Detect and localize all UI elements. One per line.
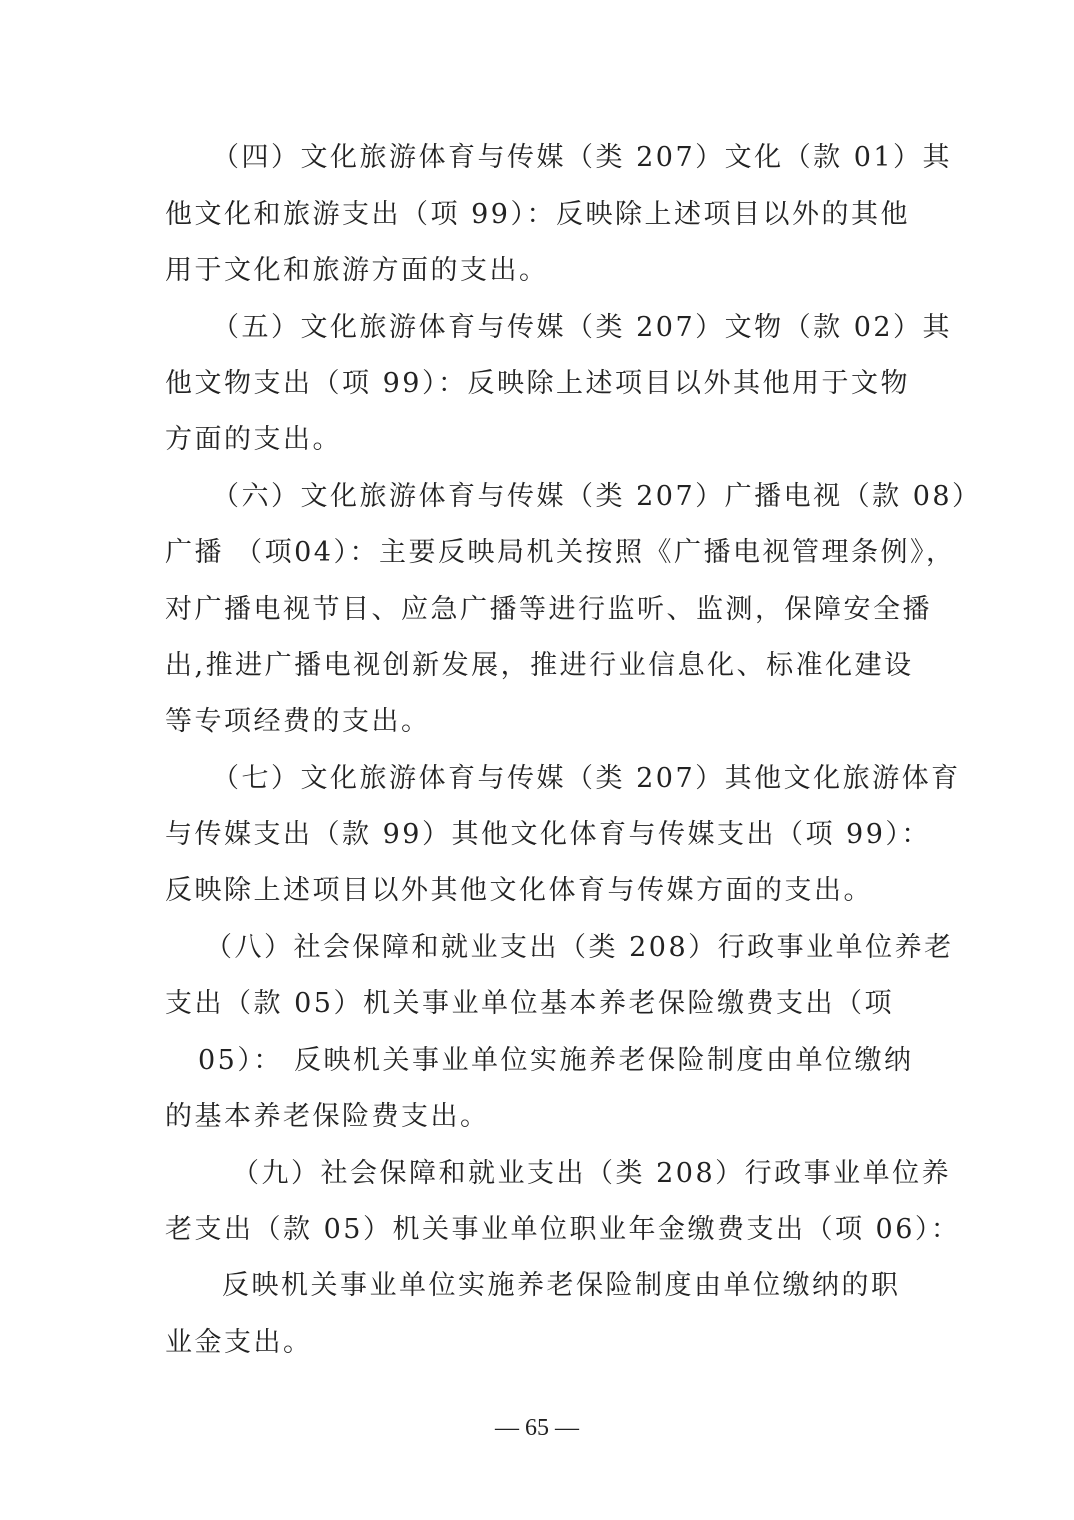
text-line: 他文物支出（项 99）：反映除上述项目以外其他用于文物 bbox=[165, 368, 910, 399]
text-line: （七）文化旅游体育与传媒（类 207）其他文化旅游体育 bbox=[212, 763, 961, 794]
text-line: （四）文化旅游体育与传媒（类 207）文化（款 01）其 bbox=[212, 142, 953, 173]
text-line: 反映机关事业单位实施养老保险制度由单位缴纳的职 bbox=[222, 1270, 901, 1301]
text-line: （六）文化旅游体育与传媒（类 207）广播电视（款 08） bbox=[212, 481, 982, 512]
text-line: 与传媒支出（款 99）其他文化体育与传媒支出（项 99）： bbox=[165, 819, 931, 850]
text-line: （九）社会保障和就业支出（类 208）行政事业单位养 bbox=[232, 1158, 952, 1189]
text-line: 对广播电视节目、应急广播等进行监听、监测，保障安全播 bbox=[165, 594, 932, 625]
page-number: — 65 — bbox=[495, 1415, 579, 1441]
text-line: 反映除上述项目以外其他文化体育与传媒方面的支出。 bbox=[165, 875, 873, 906]
text-line: 用于文化和旅游方面的支出。 bbox=[165, 255, 549, 286]
text-line: 他文化和旅游支出（项 99）：反映除上述项目以外的其他 bbox=[165, 199, 910, 230]
text-line: 05）： 反映机关事业单位实施养老保险制度由单位缴纳 bbox=[198, 1045, 914, 1076]
text-line: 等专项经费的支出。 bbox=[165, 706, 431, 737]
text-line: 方面的支出。 bbox=[165, 424, 342, 455]
text-line: 老支出（款 05）机关事业单位职业年金缴费支出（项 06）： bbox=[165, 1214, 961, 1245]
text-line: 的基本养老保险费支出。 bbox=[165, 1101, 490, 1132]
text-line: 出,推进广播电视创新发展，推进行业信息化、标准化建设 bbox=[165, 650, 914, 681]
text-line: （五）文化旅游体育与传媒（类 207）文物（款 02）其 bbox=[212, 312, 953, 343]
text-line: 支出（款 05）机关事业单位基本养老保险缴费支出（项 bbox=[165, 988, 894, 1019]
text-line: 业金支出。 bbox=[165, 1327, 313, 1358]
text-line: 广播 （项04）：主要反映局机关按照《广播电视管理条例》， bbox=[165, 537, 956, 568]
text-line: （八）社会保障和就业支出（类 208）行政事业单位养老 bbox=[205, 932, 954, 963]
